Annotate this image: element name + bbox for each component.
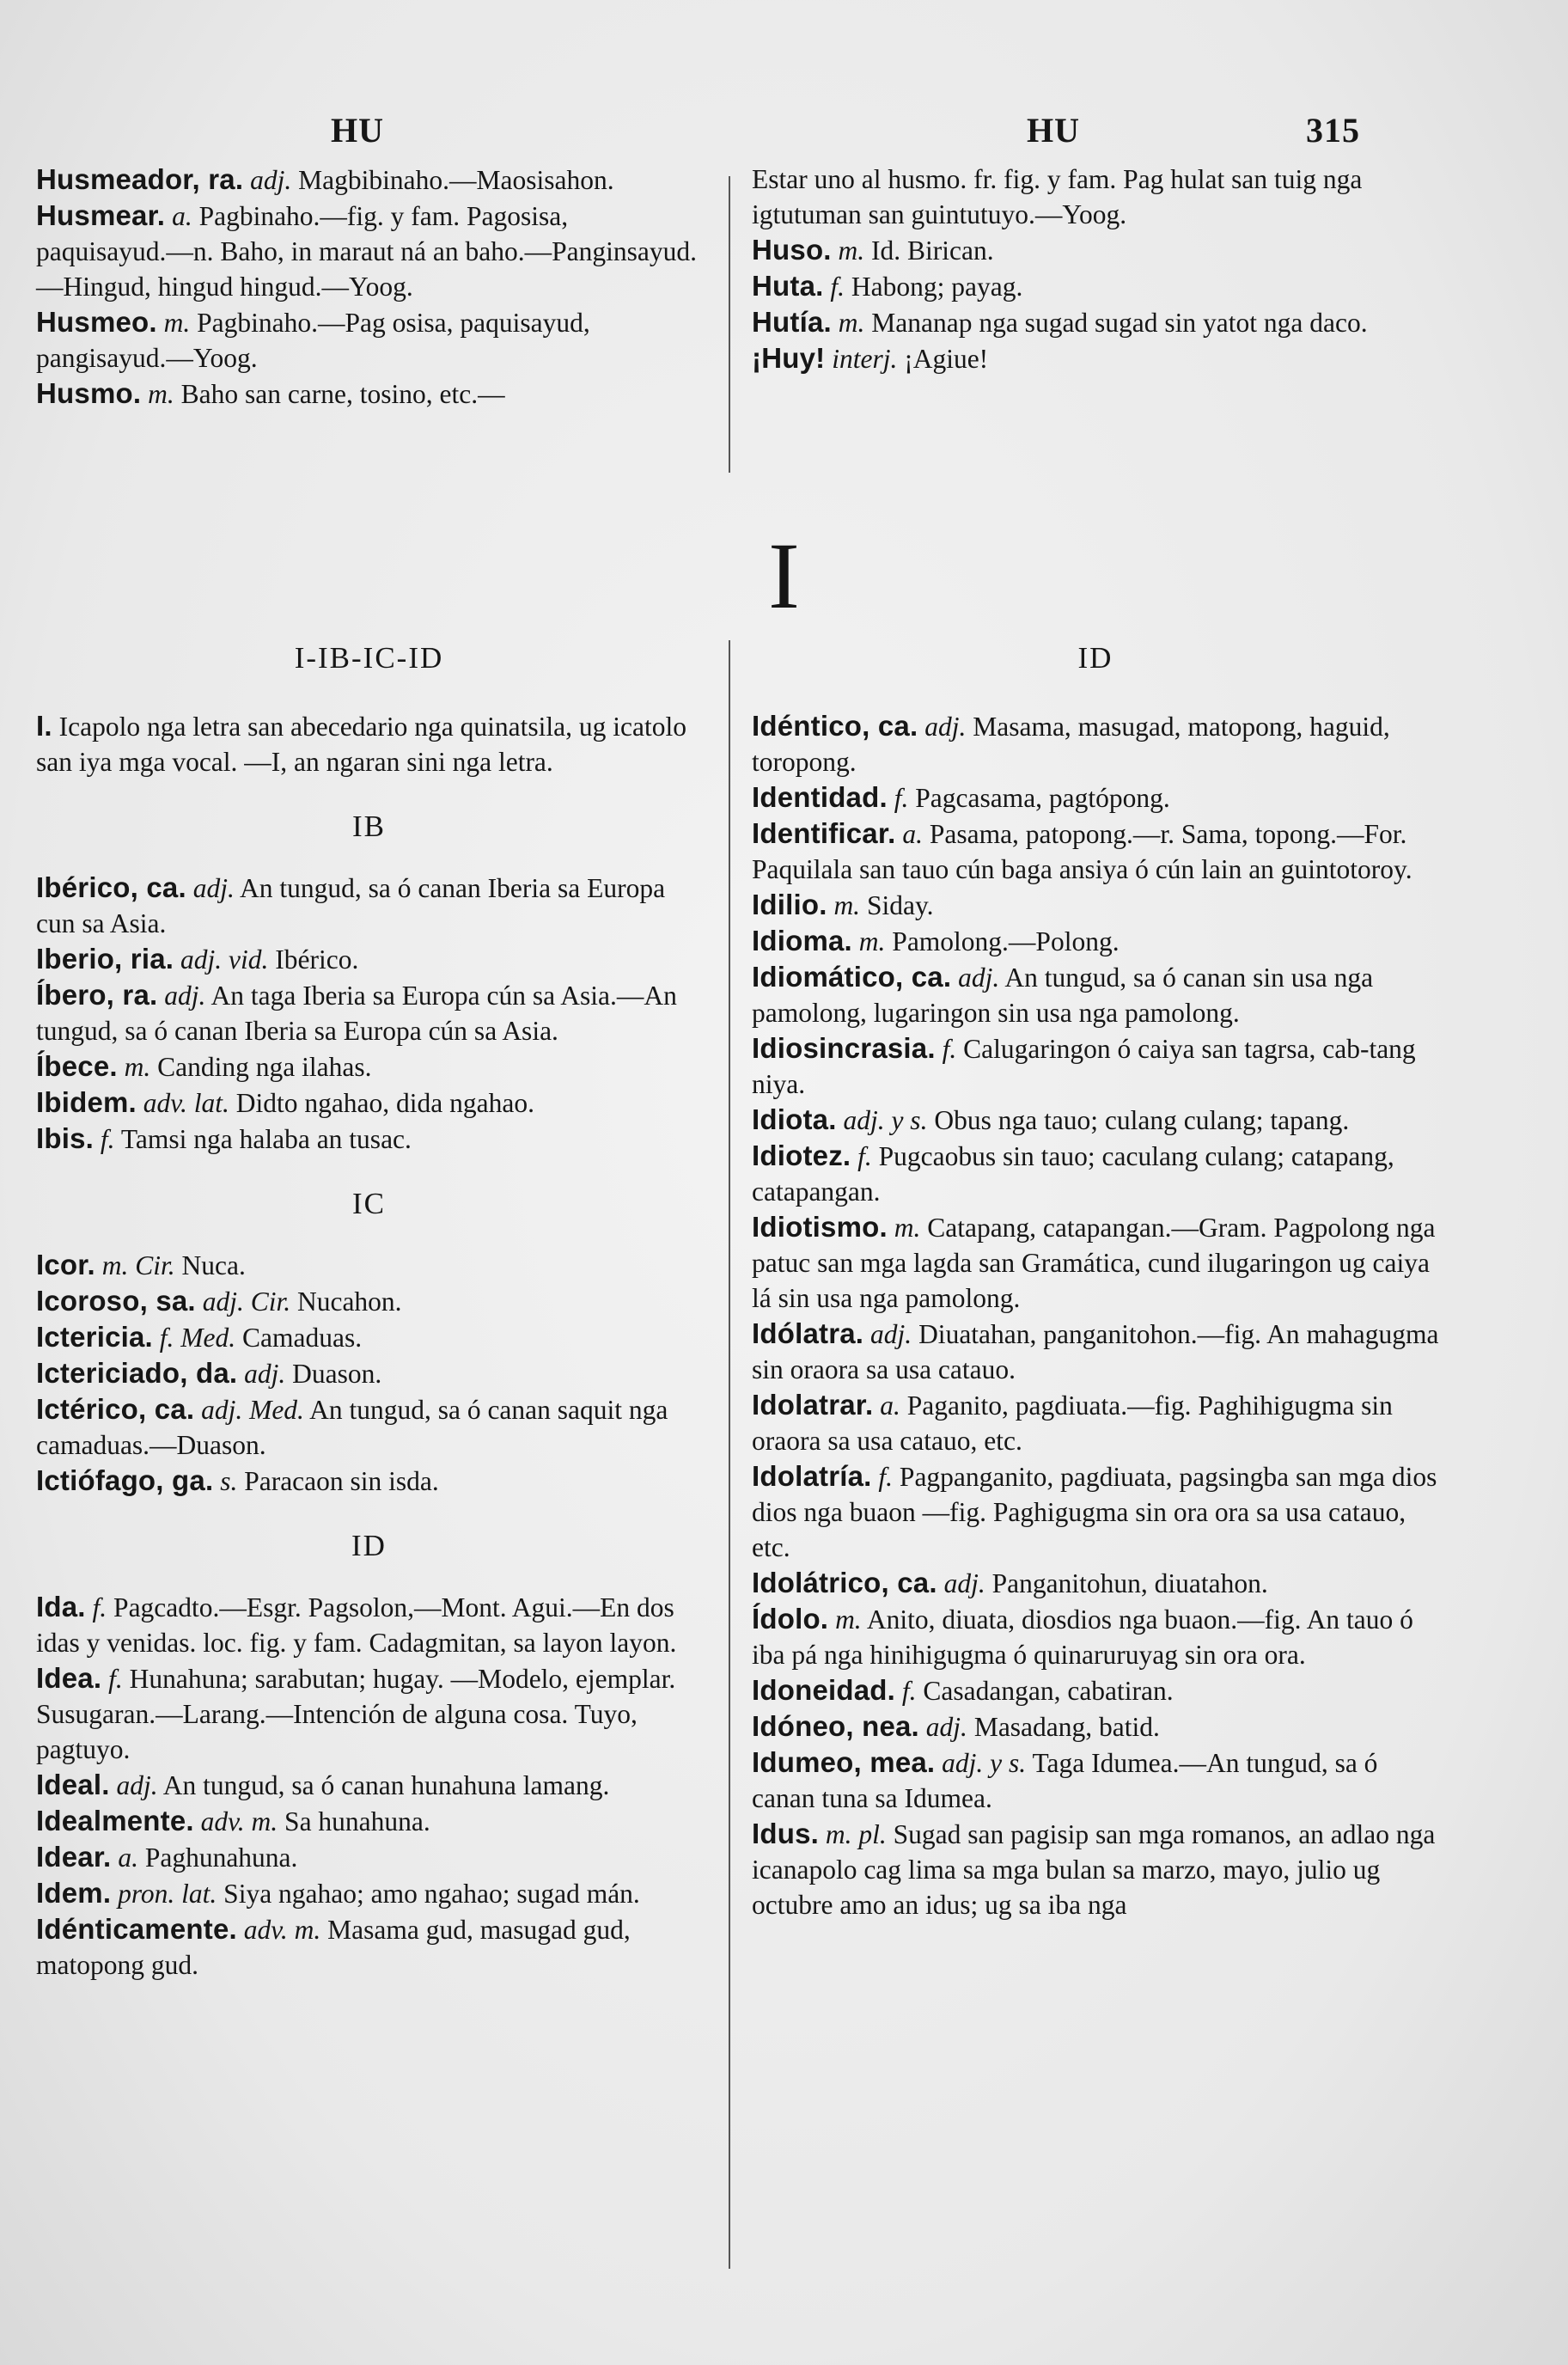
entry-grammar-label: pron. lat.: [118, 1879, 217, 1909]
top-column-rule: [729, 176, 730, 473]
entry-headword: Idioma.: [752, 925, 852, 956]
entry-headword: Huta.: [752, 270, 824, 302]
entry-grammar-label: m.: [838, 235, 865, 266]
dictionary-entry: [752, 887, 1439, 923]
entry-grammar-label: f.: [942, 1034, 957, 1064]
dictionary-entry: [36, 1283, 702, 1319]
entry-definition: Estar uno al husmo. fr. fig. y fam. Pag hulat san tuig nga igtutuman san guintutuyo.—Yoog.: [752, 164, 1363, 229]
dictionary-entry: [752, 1565, 1439, 1601]
dictionary-entry: [36, 1875, 702, 1911]
entry-headword: Icoroso, sa.: [36, 1285, 196, 1317]
dictionary-entry: [752, 1316, 1439, 1387]
subsection-heading: ID: [1077, 641, 1113, 675]
dictionary-entry: [36, 376, 702, 412]
entry-definition: An tungud, sa ó canan sin usa nga pamolong, lugaringon sin usa nga pamolong.: [752, 962, 1374, 1028]
entry-definition: Duason.: [292, 1359, 382, 1389]
entry-definition: Masama, masugad, matopong, haguid, toropong.: [752, 712, 1390, 777]
entry-definition: Sa hunahuna.: [284, 1806, 430, 1836]
entry-headword: Iberio, ria.: [36, 943, 174, 975]
entry-headword: Idiotismo.: [752, 1211, 888, 1243]
main-left-column: [36, 640, 702, 1983]
entry-definition: An taga Iberia sa Europa cún sa Asia.—An tungud, sa ó canan Iberia sa Europa cún sa Asia.: [36, 981, 677, 1046]
dictionary-entry: [752, 708, 1439, 779]
entry-headword: Idéntico, ca.: [752, 710, 918, 742]
dictionary-entry: [36, 1085, 702, 1121]
entry-grammar-label: f. Med.: [159, 1323, 236, 1353]
entry-headword: Icor.: [36, 1249, 95, 1280]
dictionary-entry: [752, 923, 1439, 959]
entry-grammar-label: f.: [92, 1592, 107, 1622]
entry-definition: Siday.: [866, 890, 934, 920]
entry-definition: Magbibinaho.—Maosisahon.: [298, 165, 614, 195]
entry-headword: Ibidem.: [36, 1086, 137, 1118]
entry-grammar-label: m.: [835, 1604, 862, 1635]
dictionary-entry: [36, 1391, 702, 1463]
dictionary-entry: [752, 1209, 1439, 1316]
letter-section-heading: I: [768, 523, 800, 628]
entry-headword: Idóneo, nea.: [752, 1710, 919, 1742]
dictionary-entry: [36, 1355, 702, 1391]
entry-definition: Pugcaobus sin tauo; caculang culang; catapang, catapangan.: [752, 1141, 1394, 1207]
entry-grammar-label: adj. y s.: [843, 1105, 928, 1135]
dictionary-entry: [752, 340, 1439, 376]
entry-definition: Tamsi nga halaba an tusac.: [120, 1124, 412, 1154]
entry-definition: Panganitohun, diuatahon.: [991, 1568, 1268, 1598]
entry-headword: Husmeador, ra.: [36, 163, 244, 195]
entry-definition: Obus nga tauo; culang culang; tapang.: [934, 1105, 1350, 1135]
entry-headword: Íbero, ra.: [36, 979, 158, 1011]
entry-headword: Ibérico, ca.: [36, 871, 186, 903]
entry-headword: Idoneidad.: [752, 1674, 895, 1706]
entry-headword: Idumeo, mea.: [752, 1746, 936, 1778]
entry-grammar-label: a.: [118, 1842, 138, 1873]
entry-grammar-label: m.: [148, 379, 174, 409]
dictionary-entry: [36, 1803, 702, 1839]
dictionary-entry: [36, 1247, 702, 1283]
entry-grammar-label: adj.: [958, 962, 1000, 993]
entry-grammar-label: adj.: [250, 165, 292, 195]
entry-headword: Íbece.: [36, 1050, 118, 1082]
dictionary-entry: [752, 1102, 1439, 1138]
entry-definition: Hunahuna; sarabutan; hugay. —Modelo, ejemplar. Susugaran.—Larang.—Intención de alguna cosa. Tuyo, pagtuyo.: [36, 1664, 676, 1764]
entry-grammar-label: f.: [100, 1124, 115, 1154]
entry-headword: Idiotez.: [752, 1140, 851, 1171]
dictionary-entry: [752, 1601, 1439, 1672]
entry-grammar-label: adj.: [244, 1359, 286, 1389]
dictionary-entry: [36, 1839, 702, 1875]
entry-definition: Canding nga ilahas.: [157, 1052, 372, 1082]
entry-definition: An tungud, sa ó canan Iberia sa Europa cun sa Asia.: [36, 873, 666, 938]
dictionary-entry: [752, 1458, 1439, 1565]
entry-definition: Paganito, pagdiuata.—fig. Paghihigugma sin oraora sa usa catauo, etc.: [752, 1390, 1393, 1456]
dictionary-entry: [752, 304, 1439, 340]
entry-grammar-label: interj.: [832, 344, 898, 374]
entry-definition: Anito, diuata, diosdios nga buaon.—fig. An tauo ó iba pá nga hinihigugma ó quinaruruyag sin ora ora.: [752, 1604, 1413, 1670]
dictionary-entry: [36, 198, 702, 304]
entry-definition: Ibérico.: [275, 944, 359, 975]
entry-definition: Nuca.: [181, 1250, 246, 1280]
entry-definition: Pagcasama, pagtópong.: [915, 783, 1170, 813]
dictionary-entry: [36, 977, 702, 1048]
entry-grammar-label: a.: [902, 819, 923, 849]
entry-grammar-label: a.: [880, 1390, 900, 1421]
entry-headword: Ictérico, ca.: [36, 1393, 195, 1425]
entry-definition: Pasama, patopong.—r. Sama, topong.—For. Paquilala san tauo cún baga ansiya ó cún lain an guintotoroy.: [752, 819, 1412, 884]
entry-grammar-label: m.: [124, 1052, 151, 1082]
entry-headword: Idolatrar.: [752, 1389, 874, 1421]
entry-headword: Identidad.: [752, 781, 888, 813]
entry-headword: Idilio.: [752, 889, 827, 920]
dictionary-entry: [36, 708, 702, 779]
entry-headword: Idolatría.: [752, 1460, 872, 1492]
entry-grammar-label: adj.: [870, 1319, 912, 1349]
entry-definition: Masama gud, masugad gud, matopong gud.: [36, 1915, 631, 1980]
entry-definition: Pagpanganito, pagdiuata, pagsingba san mga dios dios nga buaon —fig. Paghigugma sin ora ora sa usa catauo, etc.: [752, 1462, 1437, 1562]
subsection-heading: IB: [352, 810, 386, 843]
entry-grammar-label: s.: [220, 1466, 238, 1496]
dictionary-entry: [752, 1030, 1439, 1102]
entry-definition: Id. Birican.: [871, 235, 994, 266]
dictionary-entry: [752, 1387, 1439, 1458]
dictionary-entry: [36, 1048, 702, 1085]
entry-headword: Ictericiado, da.: [36, 1357, 238, 1389]
entry-definition: Didto ngahao, dida ngahao.: [235, 1088, 534, 1118]
entry-headword: Idólatra.: [752, 1317, 864, 1349]
entry-definition: Icapolo nga letra san abecedario nga quinatsila, ug icatolo san iya mga vocal. —I, an ngaran sini nga letra.: [36, 712, 686, 777]
dictionary-entry: [752, 1816, 1439, 1922]
entry-headword: Ictiófago, ga.: [36, 1464, 214, 1496]
entry-headword: Idiosincrasia.: [752, 1032, 936, 1064]
entry-grammar-label: adj. vid.: [180, 944, 269, 975]
entry-definition: Pagbinaho.—Pag osisa, paquisayud, pangisayud.—Yoog.: [36, 308, 590, 373]
entry-headword: Husmo.: [36, 377, 142, 409]
entry-definition: Paghunahuna.: [144, 1842, 298, 1873]
entry-headword: Idiota.: [752, 1103, 837, 1135]
entry-headword: Ideal.: [36, 1769, 110, 1800]
subsection-heading: ID: [351, 1529, 387, 1562]
main-right-column: [752, 640, 1439, 1922]
entry-headword: Idolátrico, ca.: [752, 1567, 937, 1598]
entry-grammar-label: m. pl.: [825, 1819, 887, 1849]
dictionary-entry: [36, 1660, 702, 1767]
entry-definition: Nucahon.: [296, 1286, 402, 1317]
entry-headword: Ida.: [36, 1591, 86, 1622]
entry-headword: Identificar.: [752, 817, 896, 849]
entry-grammar-label: adv. lat.: [143, 1088, 229, 1118]
dictionary-entry: [36, 1319, 702, 1355]
entry-grammar-label: f.: [857, 1141, 872, 1171]
entry-grammar-label: m.: [858, 926, 886, 956]
entry-grammar-label: adj.: [116, 1770, 158, 1800]
entry-definition: Sugad san pagisip san mga romanos, an adlao nga icanapolo cag lima sa mga bulan sa marzo, mayo, julio ug octubre amo an idus; ug sa iba nga: [752, 1819, 1436, 1920]
entry-grammar-label: m.: [894, 1213, 921, 1243]
top-left-column: [36, 162, 702, 412]
dictionary-entry: [752, 1745, 1439, 1816]
entry-definition: Casadangan, cabatiran.: [923, 1676, 1174, 1706]
entry-definition: Siya ngahao; amo ngahao; sugad mán.: [223, 1879, 640, 1909]
entry-definition: Masadang, batid.: [973, 1712, 1160, 1742]
entry-definition: Paracaon sin isda.: [244, 1466, 439, 1496]
entry-grammar-label: adj. Med.: [201, 1395, 304, 1425]
entry-grammar-label: m.: [838, 308, 865, 338]
left-running-head: HU: [331, 111, 384, 150]
entry-headword: Idem.: [36, 1877, 112, 1909]
dictionary-entry: [752, 232, 1439, 268]
entry-grammar-label: f.: [901, 1676, 917, 1706]
dictionary-entry: [36, 1463, 702, 1499]
dictionary-entry: [36, 1589, 702, 1660]
dictionary-entry: [752, 959, 1439, 1030]
entry-headword: Idea.: [36, 1662, 102, 1694]
dictionary-entry: [36, 1911, 702, 1983]
entry-grammar-label: f.: [108, 1664, 123, 1694]
entry-headword: Ídolo.: [752, 1603, 829, 1635]
entry-grammar-label: m.: [163, 308, 191, 338]
dictionary-entry: [36, 1767, 702, 1803]
entry-definition: ¡Agiue!: [904, 344, 989, 374]
entry-grammar-label: adv. m.: [200, 1806, 278, 1836]
entry-grammar-label: adj.: [164, 981, 206, 1011]
dictionary-entry: [36, 162, 702, 198]
entry-headword: Husmeo.: [36, 306, 157, 338]
entry-headword: ¡Huy!: [752, 342, 826, 374]
entry-definition: Baho san carne, tosino, etc.—: [180, 379, 505, 409]
entry-definition: Pagbinaho.—fig. y fam. Pagosisa, paquisayud.—n. Baho, in maraut ná an baho.—Panginsayud.—Hingud, hingud hingud.—Yoog.: [36, 201, 697, 302]
entry-definition: Pamolong.—Polong.: [892, 926, 1120, 956]
entry-definition: An tungud, sa ó canan hunahuna lamang.: [162, 1770, 610, 1800]
dictionary-entry: [752, 162, 1439, 232]
entry-headword: I.: [36, 710, 52, 742]
entry-grammar-label: m. Cir.: [101, 1250, 175, 1280]
entry-headword: Idus.: [752, 1818, 820, 1849]
entry-definition: Calugaringon ó caiya san tagrsa, cab-tang niya.: [752, 1034, 1416, 1099]
entry-definition: Mananap nga sugad sugad sin yatot nga daco.: [871, 308, 1368, 338]
entry-headword: Husmear.: [36, 199, 166, 231]
entry-grammar-label: adj.: [925, 1712, 967, 1742]
entry-definition: An tungud, sa ó canan saquit nga camaduas.—Duason.: [36, 1395, 668, 1460]
subsection-heading: I-IB-IC-ID: [294, 641, 444, 675]
dictionary-entry: [752, 268, 1439, 304]
entry-grammar-label: a.: [172, 201, 192, 231]
entry-grammar-label: adv. m.: [243, 1915, 321, 1945]
page-number: 315: [1306, 111, 1360, 150]
entry-headword: Ibis.: [36, 1122, 95, 1154]
entry-definition: Pagcadto.—Esgr. Pagsolon,—Mont. Agui.—En dos idas y venidas. loc. fig. y fam. Cadagmitan, sa layon layon.: [36, 1592, 677, 1658]
entry-definition: Camaduas.: [242, 1323, 363, 1353]
entry-grammar-label: adj.: [192, 873, 235, 903]
entry-definition: Habong; payag.: [851, 272, 1023, 302]
entry-grammar-label: f.: [830, 272, 845, 302]
subsection-heading: IC: [352, 1187, 386, 1220]
entry-headword: Idénticamente.: [36, 1913, 237, 1945]
top-right-column: [752, 162, 1439, 376]
dictionary-entry: [752, 1708, 1439, 1745]
entry-definition: Taga Idumea.—An tungud, sa ó canan tuna sa Idumea.: [752, 1748, 1378, 1813]
main-column-rule: [729, 640, 730, 2269]
entry-grammar-label: adj. Cir.: [202, 1286, 291, 1317]
entry-headword: Idealmente.: [36, 1805, 194, 1836]
entry-grammar-label: f.: [878, 1462, 894, 1492]
entry-headword: Idear.: [36, 1841, 112, 1873]
entry-headword: Huso.: [752, 234, 832, 266]
dictionary-entry: [752, 816, 1439, 887]
dictionary-entry: [36, 304, 702, 376]
entry-grammar-label: f.: [894, 783, 909, 813]
dictionary-entry: [36, 941, 702, 977]
dictionary-entry: [36, 870, 702, 941]
entry-definition: Catapang, catapangan.—Gram. Pagpolong nga patuc san mga lagda san Gramática, cund ilugaringon ug caiya lá sin usa nga pamolong.: [752, 1213, 1436, 1313]
entry-headword: Idiomático, ca.: [752, 961, 952, 993]
dictionary-entry: [752, 1672, 1439, 1708]
entry-grammar-label: adj. y s.: [942, 1748, 1027, 1778]
dictionary-entry: [752, 779, 1439, 816]
dictionary-entry: [36, 1121, 702, 1157]
entry-definition: Diuatahan, panganitohon.—fig. An mahagugma sin oraora sa usa catauo.: [752, 1319, 1439, 1384]
entry-headword: Hutía.: [752, 306, 832, 338]
entry-grammar-label: m.: [833, 890, 861, 920]
entry-grammar-label: adj.: [943, 1568, 985, 1598]
dictionary-entry: [752, 1138, 1439, 1209]
right-running-head: HU: [1027, 111, 1080, 150]
entry-headword: Ictericia.: [36, 1321, 153, 1353]
entry-grammar-label: adj.: [924, 712, 967, 742]
